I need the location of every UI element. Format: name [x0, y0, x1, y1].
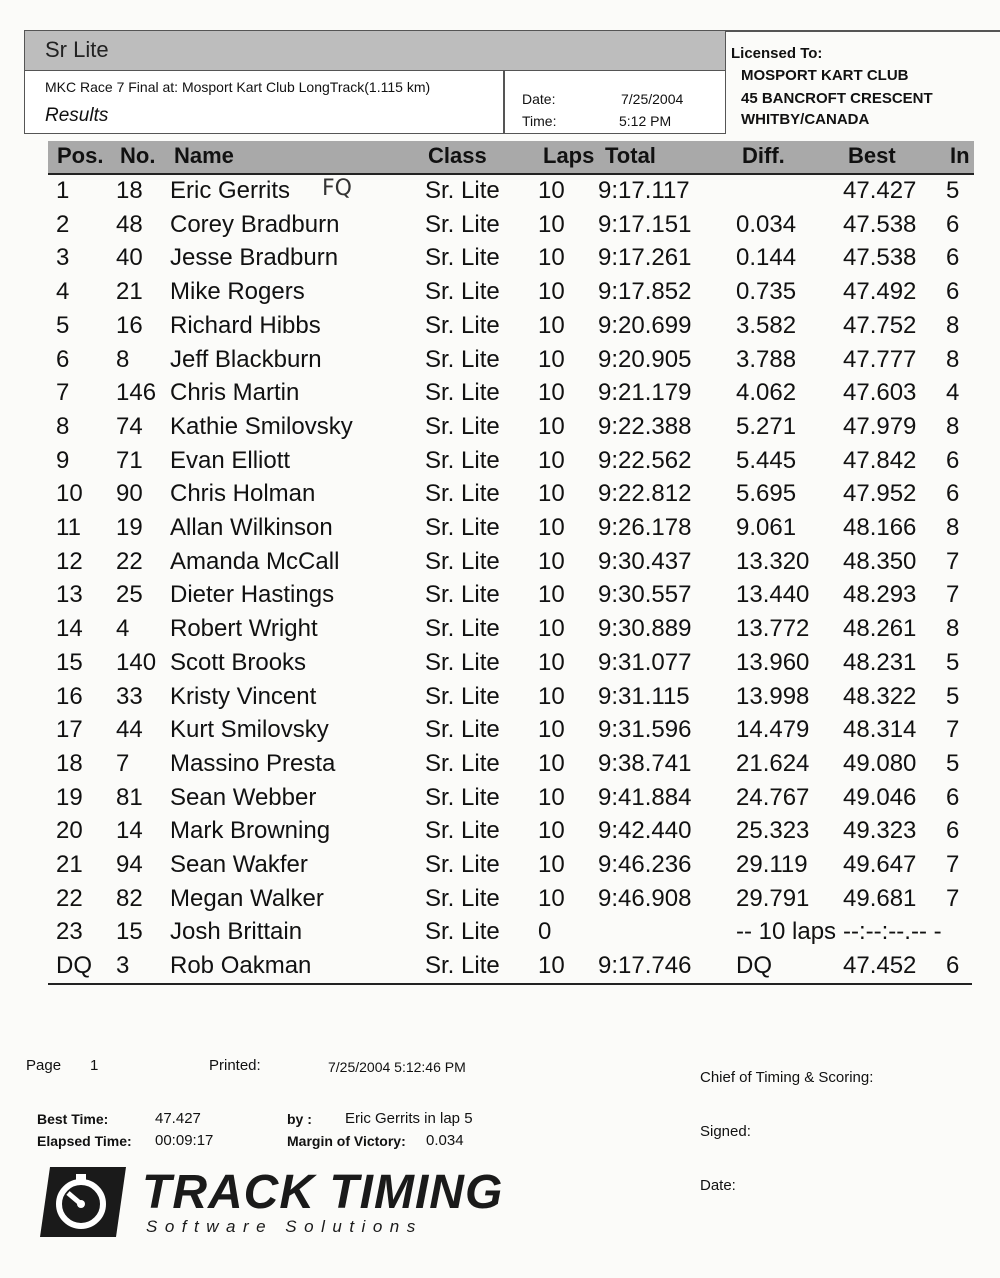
table-row — [0, 277, 1000, 311]
title-bar — [25, 31, 725, 71]
row-diff: 3.582 — [736, 311, 797, 339]
page-number: 1 — [90, 1057, 99, 1074]
row-driver-name: Megan Walker — [170, 884, 324, 912]
row-best-in-lap: 6 — [946, 278, 960, 306]
table-row — [0, 749, 1000, 783]
row-laps: 10 — [538, 615, 565, 643]
row-kart-number: 25 — [116, 581, 143, 609]
page-label: Page — [26, 1057, 62, 1074]
row-kart-number: 48 — [116, 210, 143, 238]
licensed-top-rule — [726, 30, 1000, 32]
time-label: Time: — [522, 113, 557, 129]
row-best-in-lap: 7 — [946, 716, 960, 744]
row-pos: 16 — [56, 682, 83, 710]
row-laps: 10 — [538, 817, 565, 845]
elapsed-time-value: 00:09:17 — [155, 1132, 214, 1149]
row-laps: 10 — [538, 412, 565, 440]
row-pos: 19 — [56, 783, 83, 811]
row-pos: 7 — [56, 379, 70, 407]
row-driver-name: Evan Elliott — [170, 446, 291, 474]
row-laps: 10 — [538, 480, 565, 508]
table-row — [0, 951, 1000, 985]
row-total-time: 9:17.746 — [598, 952, 692, 980]
row-laps: 10 — [538, 244, 565, 272]
row-class: Sr. Lite — [425, 345, 500, 373]
col-header-pos: Pos. — [57, 143, 104, 168]
row-laps: 0 — [538, 918, 552, 946]
row-laps: 10 — [538, 379, 565, 407]
row-total-time: 9:30.437 — [598, 547, 692, 575]
date-label: Date: — [522, 91, 556, 107]
row-class: Sr. Lite — [425, 412, 500, 440]
row-best-in-lap: 6 — [946, 783, 960, 811]
row-diff: 29.791 — [736, 884, 810, 912]
row-kart-number: 140 — [116, 648, 157, 676]
row-class: Sr. Lite — [425, 884, 500, 912]
row-driver-name: Massino Presta — [170, 749, 336, 777]
row-total-time: 9:17.117 — [598, 177, 690, 204]
row-driver-name: Richard Hibbs — [170, 311, 321, 339]
row-driver-name: Kathie Smilovsky — [170, 412, 353, 440]
table-row — [0, 783, 1000, 817]
table-row — [0, 378, 1000, 412]
table-row — [0, 210, 1000, 244]
row-best-lap: 47.842 — [843, 446, 917, 474]
row-best-lap: 49.681 — [843, 884, 917, 912]
row-best-lap: 49.080 — [843, 749, 917, 777]
col-header-laps: Laps — [543, 143, 595, 168]
row-diff: 25.323 — [736, 817, 810, 845]
row-best-lap: 48.231 — [843, 648, 917, 676]
row-pos: 8 — [56, 412, 70, 440]
row-kart-number: 21 — [116, 278, 143, 306]
row-driver-name: Mike Rogers — [170, 278, 305, 306]
row-driver-name: Sean Wakfer — [170, 851, 308, 878]
row-pos: 5 — [56, 311, 70, 339]
row-pos: 20 — [56, 817, 83, 845]
row-diff: 0.034 — [736, 210, 797, 238]
row-total-time: 9:22.812 — [598, 480, 692, 508]
row-laps: 10 — [538, 716, 565, 744]
row-best-in-lap: 8 — [946, 345, 960, 373]
licensee-line: WHITBY/CANADA — [741, 111, 870, 128]
row-driver-name: Dieter Hastings — [170, 581, 335, 609]
row-driver-name: Corey Bradburn — [170, 210, 340, 238]
row-driver-name: Josh Brittain — [170, 918, 303, 946]
row-class: Sr. Lite — [425, 446, 500, 474]
row-diff: 4.062 — [736, 379, 797, 407]
row-best-in-lap: 5 — [946, 648, 960, 676]
row-diff: 0.144 — [736, 244, 797, 272]
row-driver-name: Kurt Smilovsky — [170, 716, 329, 744]
row-class: Sr. Lite — [425, 783, 500, 811]
table-row — [0, 446, 1000, 480]
row-total-time: 9:30.557 — [598, 581, 692, 609]
brand-title: TRACK TIMING — [142, 1166, 504, 1219]
date-value: 7/25/2004 — [621, 91, 684, 107]
row-total-time: 9:26.178 — [598, 514, 692, 541]
row-driver-name: Kristy Vincent — [170, 682, 317, 710]
row-laps: 10 — [538, 851, 565, 878]
row-class: Sr. Lite — [425, 817, 500, 845]
row-diff: 14.479 — [736, 716, 810, 744]
row-best-lap: 47.492 — [843, 278, 917, 306]
col-header-name: Name — [174, 143, 234, 168]
row-pos: 14 — [56, 615, 83, 643]
table-row — [0, 311, 1000, 345]
row-diff: 29.119 — [736, 851, 808, 878]
row-best-in-lap: 7 — [946, 851, 960, 878]
table-row — [0, 884, 1000, 918]
row-best-in-lap: 5 — [946, 749, 960, 777]
row-pos: 3 — [56, 244, 70, 272]
table-row — [0, 816, 1000, 850]
row-diff: DQ — [736, 952, 772, 980]
row-pos: 22 — [56, 884, 83, 912]
row-laps: 10 — [538, 648, 565, 676]
row-best-lap: 49.323 — [843, 817, 917, 845]
row-laps: 10 — [538, 311, 565, 339]
race-description: MKC Race 7 Final at: Mosport Kart Club LongTrack(1.115 km) — [45, 79, 431, 95]
row-total-time: 9:41.884 — [598, 783, 692, 811]
row-best-in-lap: 4 — [946, 379, 960, 407]
row-laps: 10 — [538, 581, 565, 609]
row-kart-number: 40 — [116, 244, 143, 272]
margin-of-victory-value: 0.034 — [426, 1132, 464, 1149]
row-best-lap: 48.314 — [843, 716, 917, 744]
row-best-lap: 49.647 — [843, 851, 917, 878]
col-header-no: No. — [120, 143, 156, 168]
row-laps: 10 — [538, 783, 565, 811]
row-best-lap: 47.538 — [843, 244, 917, 272]
row-class: Sr. Lite — [425, 244, 500, 272]
licensed-to-label: Licensed To: — [731, 45, 823, 62]
row-driver-name: Robert Wright — [170, 615, 318, 643]
row-class: Sr. Lite — [425, 749, 500, 777]
row-pos: 10 — [56, 480, 83, 508]
table-row — [0, 547, 1000, 581]
table-row — [0, 614, 1000, 648]
best-time-value: 47.427 — [155, 1110, 201, 1127]
row-best-in-lap: 6 — [946, 817, 960, 845]
best-time-label: Best Time: — [37, 1111, 109, 1127]
row-kart-number: 14 — [116, 817, 143, 845]
row-best-lap: 49.046 — [843, 783, 917, 811]
row-best-in-lap: 8 — [946, 412, 960, 440]
row-class: Sr. Lite — [425, 177, 500, 204]
row-driver-name: Mark Browning — [170, 817, 331, 845]
table-bottom-rule — [48, 983, 972, 985]
row-total-time: 9:22.388 — [598, 412, 692, 440]
row-pos: 21 — [56, 851, 83, 878]
signed-label: Signed: — [700, 1123, 751, 1140]
margin-of-victory-label: Margin of Victory: — [287, 1133, 406, 1149]
row-class: Sr. Lite — [425, 952, 500, 980]
table-row — [0, 850, 1000, 884]
row-pos: 12 — [56, 547, 83, 575]
row-diff: -- 10 laps — [736, 918, 837, 946]
row-laps: 10 — [538, 278, 565, 306]
row-diff: 3.788 — [736, 345, 797, 373]
brand-subtitle: Software Solutions — [146, 1217, 423, 1236]
section-label: Results — [45, 105, 109, 126]
row-class: Sr. Lite — [425, 918, 500, 946]
row-kart-number: 81 — [116, 783, 143, 811]
row-kart-number: 74 — [116, 412, 143, 440]
row-best-in-lap: 8 — [946, 311, 960, 339]
table-row — [0, 176, 1000, 210]
row-diff: 5.445 — [736, 446, 797, 474]
row-best-lap: 47.538 — [843, 210, 917, 238]
row-pos: 6 — [56, 345, 70, 373]
row-class: Sr. Lite — [425, 716, 500, 744]
row-best-in-lap: 6 — [946, 244, 960, 272]
row-driver-name: Sean Webber — [170, 783, 317, 811]
row-total-time: 9:17.261 — [598, 244, 692, 272]
row-kart-number: 146 — [116, 379, 157, 407]
row-driver-name: Amanda McCall — [170, 547, 340, 575]
licensee-line: 45 BANCROFT CRESCENT — [741, 90, 933, 107]
row-class: Sr. Lite — [425, 379, 500, 407]
row-kart-number: 22 — [116, 547, 143, 575]
row-kart-number: 4 — [116, 615, 130, 643]
results-table-header — [48, 141, 974, 175]
row-best-lap: 47.752 — [843, 311, 917, 339]
table-row — [0, 648, 1000, 682]
row-total-time: 9:38.741 — [598, 749, 692, 777]
class-title: Sr Lite — [45, 37, 109, 62]
row-best-in-lap: 8 — [946, 615, 960, 643]
table-row — [0, 479, 1000, 513]
row-pos: 15 — [56, 648, 83, 676]
handwritten-note: FQ — [322, 176, 352, 201]
row-pos: 9 — [56, 446, 70, 474]
row-class: Sr. Lite — [425, 311, 500, 339]
row-best-lap: 48.293 — [843, 581, 917, 609]
row-class: Sr. Lite — [425, 851, 500, 878]
row-pos: 13 — [56, 581, 83, 609]
row-driver-name: Scott Brooks — [170, 648, 307, 676]
row-best-in-lap: 5 — [946, 177, 960, 204]
row-total-time: 9:20.699 — [598, 311, 692, 339]
table-row — [0, 513, 1000, 547]
col-header-best: Best — [848, 143, 896, 168]
row-best-in-lap: 5 — [946, 682, 960, 710]
row-total-time: 9:31.077 — [598, 648, 692, 676]
row-laps: 10 — [538, 210, 565, 238]
row-laps: 10 — [538, 682, 565, 710]
row-best-lap: 48.166 — [843, 514, 917, 541]
row-kart-number: 7 — [116, 749, 130, 777]
row-class: Sr. Lite — [425, 480, 500, 508]
row-class: Sr. Lite — [425, 615, 500, 643]
row-laps: 10 — [538, 177, 565, 204]
printed-value: 7/25/2004 5:12:46 PM — [328, 1059, 466, 1075]
row-class: Sr. Lite — [425, 514, 500, 541]
row-diff: 5.271 — [736, 412, 797, 440]
row-pos: 4 — [56, 278, 70, 306]
row-kart-number: 18 — [116, 177, 143, 204]
row-best-lap: 47.452 — [843, 952, 917, 980]
by-value: Eric Gerrits in lap 5 — [345, 1110, 473, 1127]
row-driver-name: Eric Gerrits — [170, 177, 290, 204]
row-laps: 10 — [538, 749, 565, 777]
row-best-lap: 48.350 — [843, 547, 917, 575]
row-kart-number: 44 — [116, 716, 143, 744]
row-driver-name: Jeff Blackburn — [170, 345, 322, 373]
chief-of-timing-label: Chief of Timing & Scoring: — [700, 1069, 874, 1086]
row-diff: 13.440 — [736, 581, 810, 609]
row-diff: 13.998 — [736, 682, 810, 710]
row-best-lap: 47.427 — [843, 177, 917, 204]
row-diff: 5.695 — [736, 480, 797, 508]
row-kart-number: 19 — [116, 514, 143, 541]
row-kart-number: 3 — [116, 952, 130, 980]
row-diff: 9.061 — [736, 514, 797, 541]
row-kart-number: 90 — [116, 480, 143, 508]
table-row — [0, 715, 1000, 749]
row-class: Sr. Lite — [425, 682, 500, 710]
row-driver-name: Chris Martin — [170, 379, 300, 407]
table-row — [0, 345, 1000, 379]
row-total-time: 9:21.179 — [598, 379, 692, 407]
row-total-time: 9:31.596 — [598, 716, 692, 744]
row-best-in-lap: 7 — [946, 884, 960, 912]
licensee-line: MOSPORT KART CLUB — [741, 67, 909, 84]
row-best-in-lap: 8 — [946, 514, 960, 541]
row-diff: 13.320 — [736, 547, 810, 575]
row-best-in-lap: 6 — [946, 480, 960, 508]
row-pos: 11 — [56, 514, 81, 541]
row-class: Sr. Lite — [425, 648, 500, 676]
row-pos: 23 — [56, 918, 83, 946]
table-row — [0, 917, 1000, 951]
row-total-time: 9:31.115 — [598, 682, 690, 710]
row-pos: DQ — [56, 952, 92, 980]
table-row — [0, 580, 1000, 614]
elapsed-time-label: Elapsed Time: — [37, 1133, 132, 1149]
row-total-time: 9:20.905 — [598, 345, 692, 373]
row-best-lap: 48.322 — [843, 682, 917, 710]
row-best-lap: 47.979 — [843, 412, 917, 440]
time-value: 5:12 PM — [619, 113, 672, 129]
race-header-box — [24, 30, 726, 134]
col-header-total: Total — [605, 143, 656, 168]
row-kart-number: 16 — [116, 311, 143, 339]
row-total-time: 9:22.562 — [598, 446, 692, 474]
row-diff: 13.960 — [736, 648, 810, 676]
row-total-time: 9:42.440 — [598, 817, 692, 845]
row-diff: 24.767 — [736, 783, 810, 811]
row-best-in-lap: 7 — [946, 547, 960, 575]
row-pos: 17 — [56, 716, 83, 744]
row-driver-name: Chris Holman — [170, 480, 316, 508]
row-kart-number: 15 — [116, 918, 143, 946]
row-driver-name: Rob Oakman — [170, 952, 312, 980]
row-driver-name: Allan Wilkinson — [170, 514, 333, 541]
row-kart-number: 94 — [116, 851, 143, 878]
row-class: Sr. Lite — [425, 278, 500, 306]
row-diff: 0.735 — [736, 278, 797, 306]
row-total-time: 9:17.852 — [598, 278, 692, 306]
row-laps: 10 — [538, 547, 565, 575]
row-best-lap: --:--:--.-- - — [843, 918, 942, 946]
row-class: Sr. Lite — [425, 547, 500, 575]
row-laps: 10 — [538, 345, 565, 373]
row-best-lap: 47.952 — [843, 480, 917, 508]
row-pos: 2 — [56, 210, 70, 238]
col-header-class: Class — [428, 143, 487, 168]
row-laps: 10 — [538, 446, 565, 474]
row-best-lap: 47.603 — [843, 379, 917, 407]
row-pos: 1 — [56, 177, 70, 204]
row-kart-number: 33 — [116, 682, 143, 710]
row-total-time: 9:46.908 — [598, 884, 692, 912]
row-laps: 10 — [538, 884, 565, 912]
table-row — [0, 682, 1000, 716]
row-kart-number: 82 — [116, 884, 143, 912]
col-header-in: In — [950, 143, 970, 168]
stopwatch-logo-icon — [40, 1167, 126, 1237]
row-diff: 13.772 — [736, 615, 810, 643]
row-pos: 18 — [56, 749, 83, 777]
row-driver-name: Jesse Bradburn — [170, 244, 339, 272]
row-class: Sr. Lite — [425, 210, 500, 238]
row-best-lap: 48.261 — [843, 615, 917, 643]
row-total-time: 9:17.151 — [598, 210, 692, 238]
printed-label: Printed: — [209, 1057, 261, 1074]
row-best-in-lap: 6 — [946, 952, 960, 980]
row-total-time: 9:46.236 — [598, 851, 692, 878]
col-header-diff: Diff. — [742, 143, 785, 168]
row-best-lap: 47.777 — [843, 345, 917, 373]
by-label: by : — [287, 1111, 312, 1127]
table-row — [0, 243, 1000, 277]
row-best-in-lap: 6 — [946, 446, 960, 474]
row-kart-number: 8 — [116, 345, 130, 373]
row-laps: 10 — [538, 952, 565, 980]
row-laps: 10 — [538, 514, 565, 541]
row-total-time: 9:30.889 — [598, 615, 692, 643]
row-best-in-lap: 7 — [946, 581, 960, 609]
footer-date-label: Date: — [700, 1177, 736, 1194]
header-divider — [503, 71, 505, 133]
row-class: Sr. Lite — [425, 581, 500, 609]
row-diff: 21.624 — [736, 749, 810, 777]
row-kart-number: 71 — [116, 446, 143, 474]
table-row — [0, 412, 1000, 446]
row-best-in-lap: 6 — [946, 210, 960, 238]
